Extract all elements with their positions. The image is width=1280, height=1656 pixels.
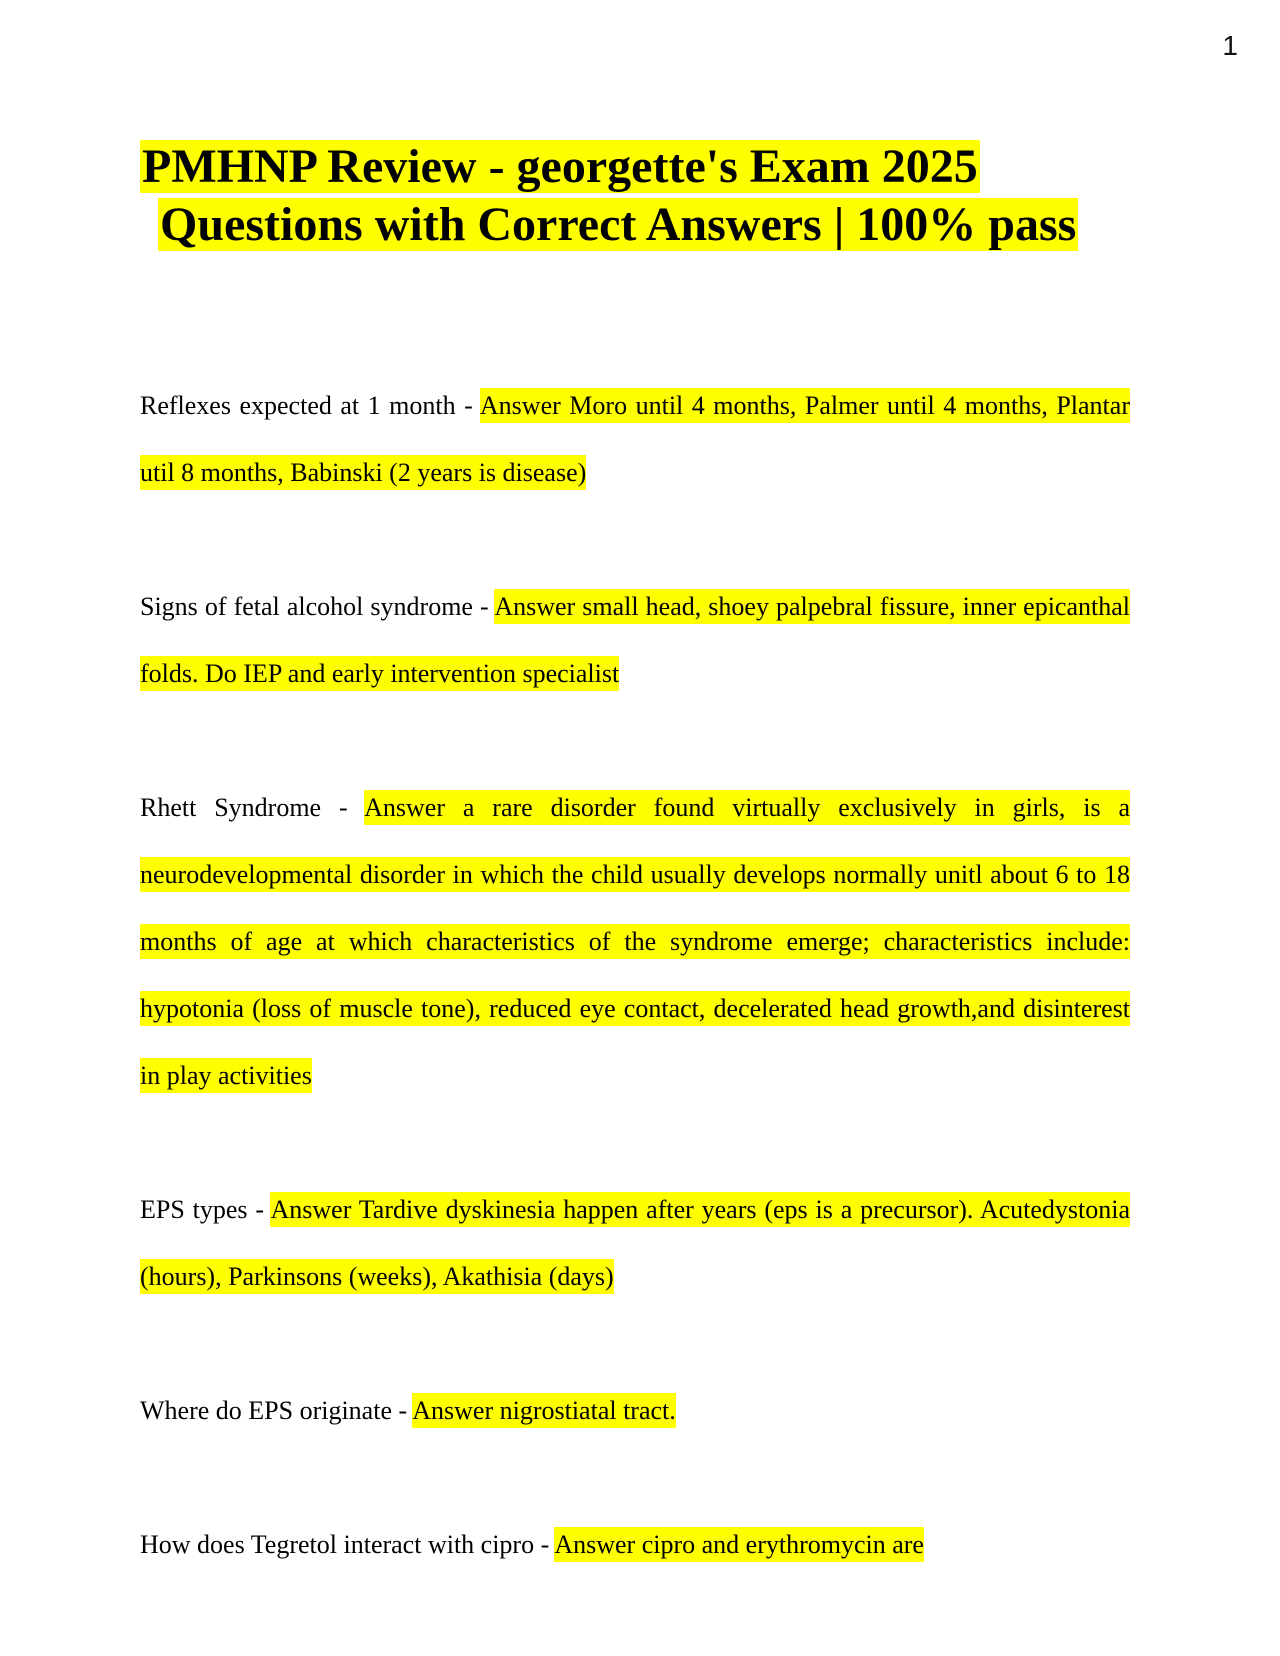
question-text: Where do EPS originate	[140, 1396, 392, 1425]
question-text: Rhett Syndrome	[140, 793, 322, 822]
title-line-1-text: PMHNP Review - georgette's Exam 2025	[142, 140, 978, 193]
qa-item	[140, 573, 1130, 707]
qa-item	[140, 1377, 1130, 1444]
document-title	[140, 138, 1140, 254]
answer-text: Answer nigrostiatal tract.	[412, 1393, 676, 1428]
title-line-2	[140, 196, 1140, 254]
title-line-1	[140, 138, 1140, 196]
question-text: Reflexes expected at 1 month	[140, 391, 456, 420]
page-number: 1	[1222, 30, 1238, 61]
qa-list	[140, 372, 1130, 1578]
question-text: How does Tegretol interact with cipro	[140, 1530, 535, 1559]
separator: -	[321, 793, 365, 822]
answer-text: Answer Tardive dyskinesia happen after years (eps is a precursor). Acutedystonia (hours), Parkinsons (weeks), Akathisia (days)	[140, 1192, 1130, 1294]
question-text: Signs of fetal alcohol syndrome	[140, 592, 473, 621]
separator: -	[455, 391, 480, 420]
answer-text: Answer small head, shoey palpebral fissure, inner epicanthal folds. Do IEP and early intervention specialist	[140, 589, 1130, 691]
separator: -	[392, 1396, 413, 1425]
qa-item	[140, 1511, 1130, 1578]
qa-item	[140, 774, 1130, 1109]
title-line-2-text: Questions with Correct Answers | 100% pass	[160, 198, 1077, 251]
qa-item	[140, 372, 1130, 506]
answer-text: Answer Moro until 4 months, Palmer until 4 months, Plantar util 8 months, Babinski (2 years is disease)	[140, 388, 1130, 490]
separator: -	[247, 1195, 271, 1224]
separator: -	[472, 592, 495, 621]
answer-text: Answer cipro and erythromycin are	[554, 1527, 924, 1562]
answer-text: Answer a rare disorder found virtually exclusively in girls, is a neurodevelopmental disorder in which the child usually develops normally unitl about 6 to 18 months of age at which characteristics of the syndrome emerge; characteristics include: hypotonia (loss of muscle tone), reduced eye contact, decelerated head growth,and disinterest in play activities	[140, 790, 1130, 1093]
question-text: EPS types	[140, 1195, 248, 1224]
separator: -	[534, 1530, 555, 1559]
qa-item	[140, 1176, 1130, 1310]
